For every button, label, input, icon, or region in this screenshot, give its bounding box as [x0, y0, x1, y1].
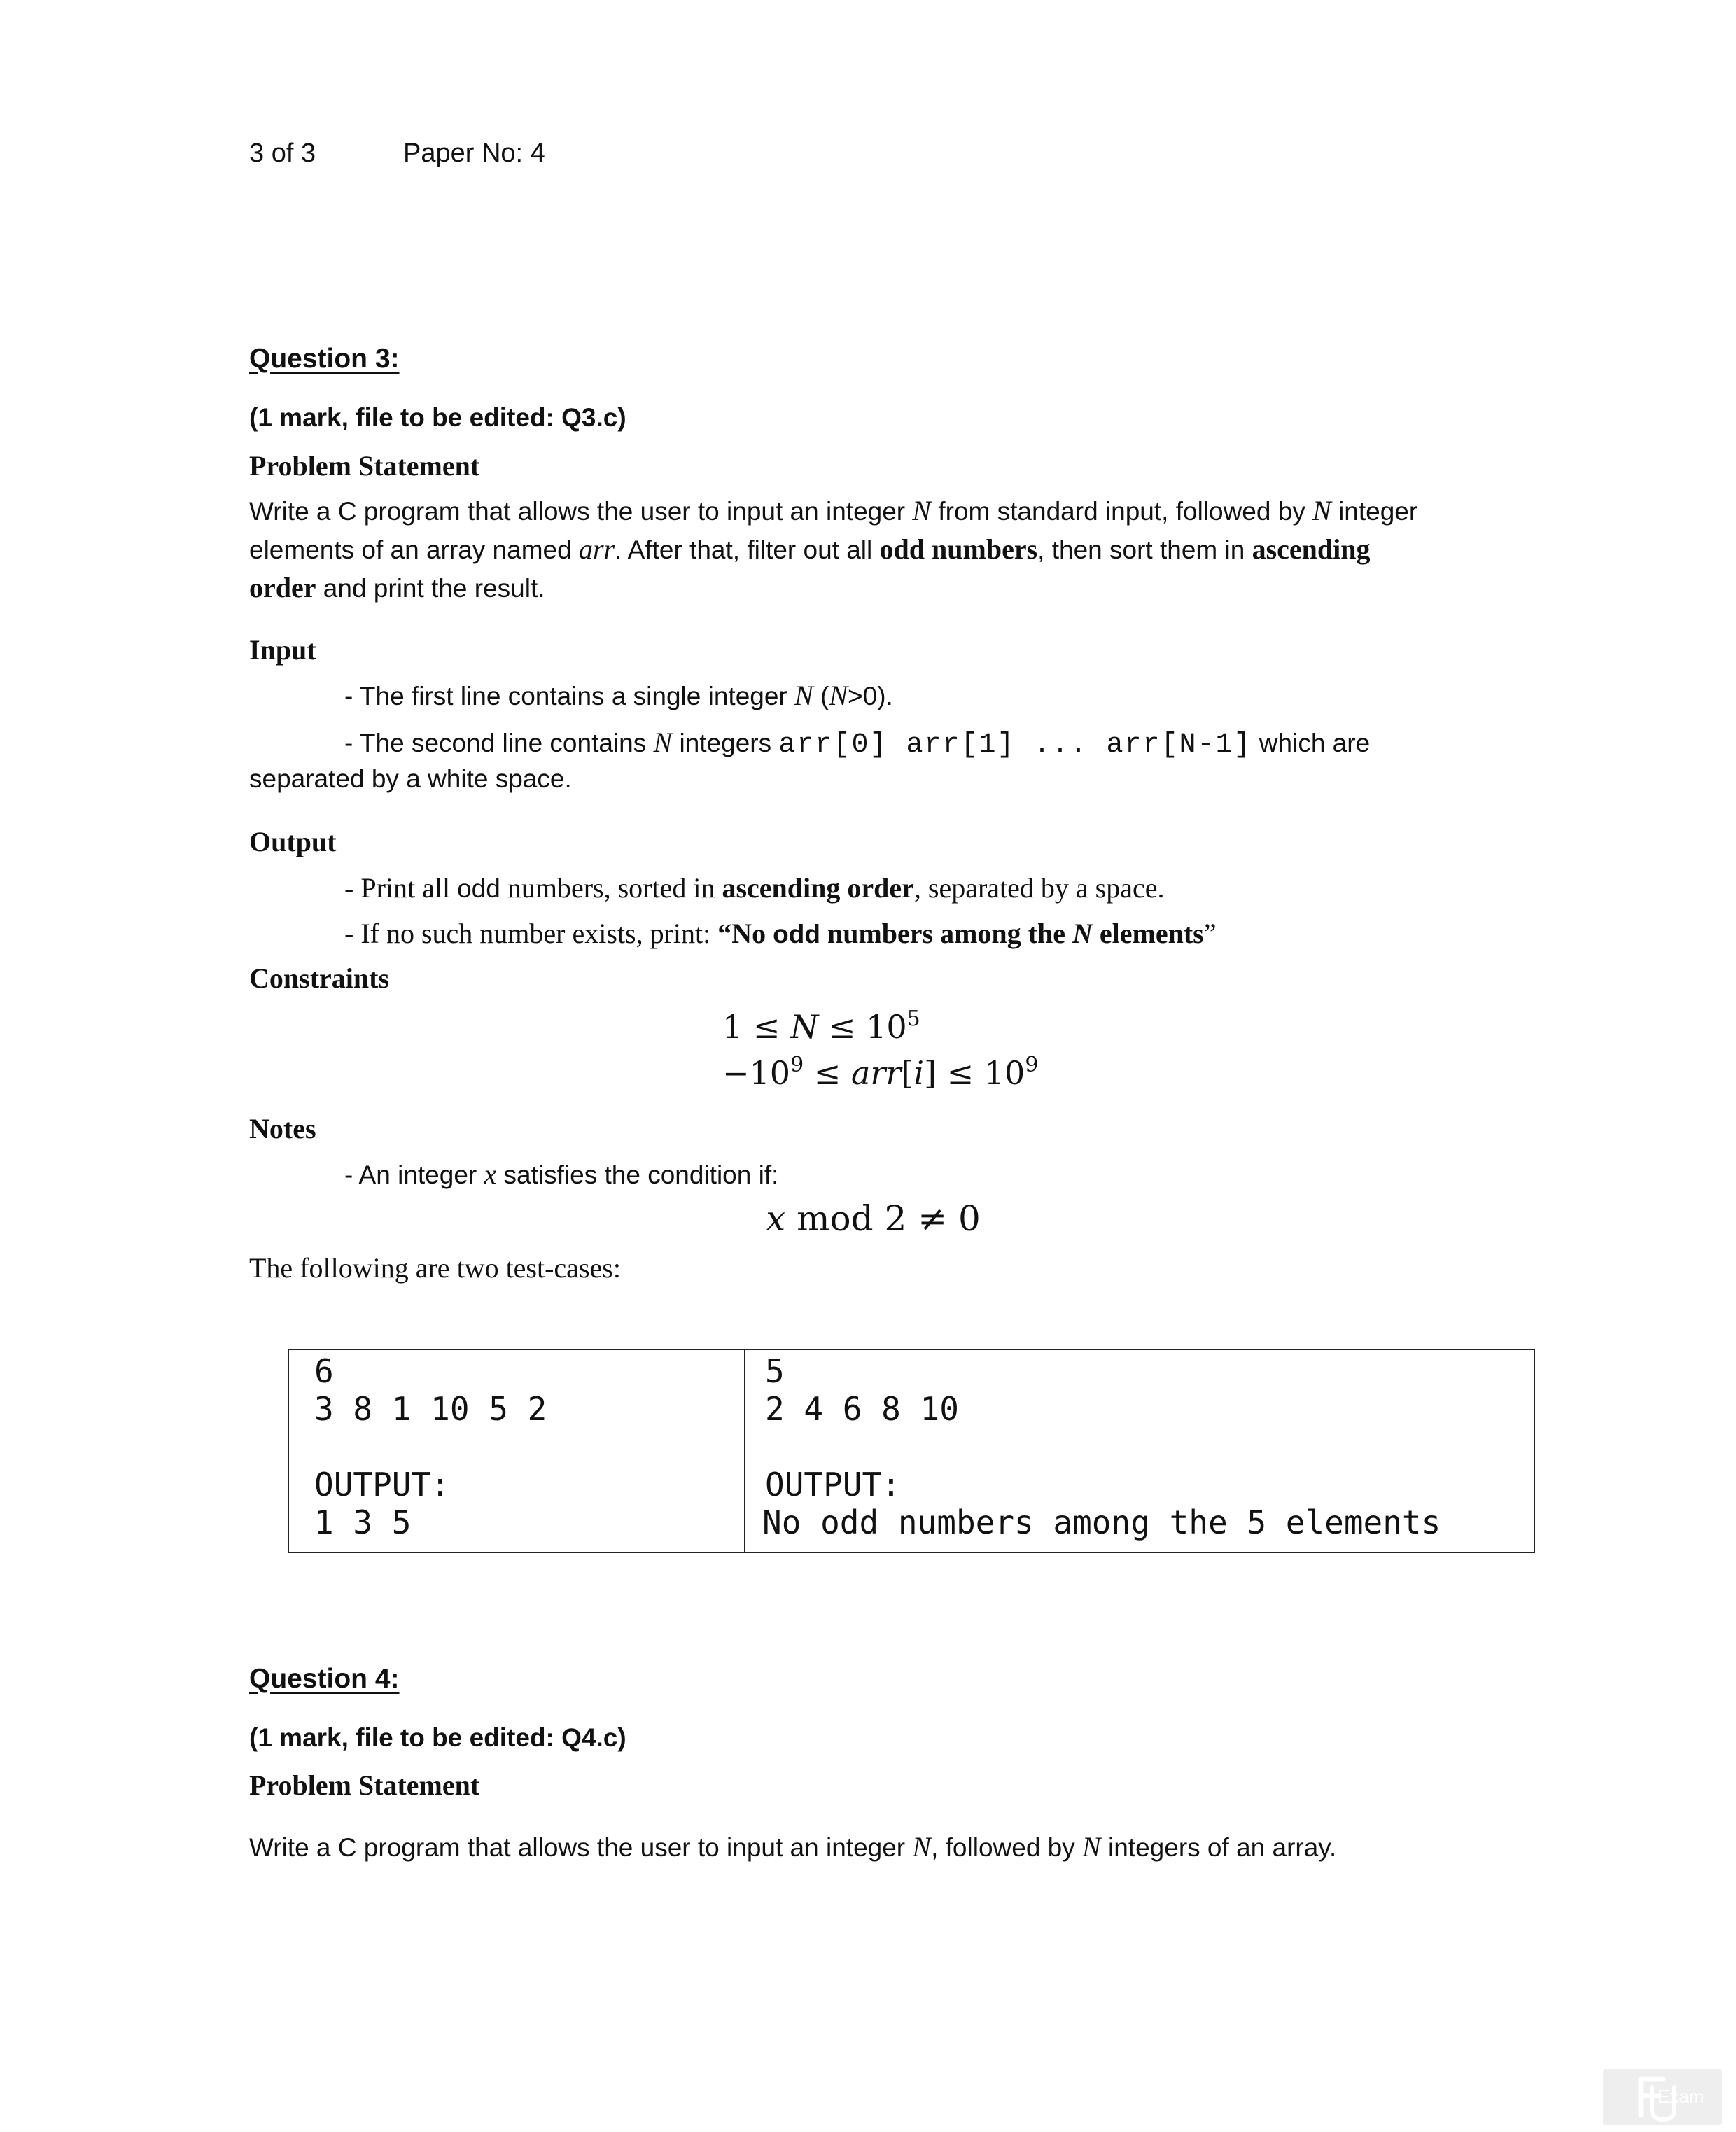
q3-input-line-1: - The first line contains a single integer N (N>0). — [344, 680, 893, 711]
testcase-2-input-n: 5 — [765, 1352, 785, 1390]
q3-input-line-3: separated by a white space. — [249, 764, 572, 793]
q3-input-heading: Input — [249, 634, 316, 666]
testcase-2 — [746, 1350, 1534, 1552]
question-3-problem-heading: Problem Statement — [249, 450, 480, 482]
q3-notes-heading: Notes — [249, 1113, 316, 1144]
odd-condition-formula: x mod 2 ≠ 0 — [766, 1198, 981, 1239]
question-4-mark-line: (1 mark, file to be edited: Q4.c) — [249, 1723, 626, 1752]
q3-notes-line-1: - An integer x satisfies the condition if: — [344, 1158, 779, 1190]
q3-statement-line-1: Write a C program that allows the user to input an integer N from standard input, followed by N integer — [249, 495, 1418, 526]
constraint-n-range: $1 \le N \le 10^5$ — [722, 1007, 920, 1046]
q3-input-line-2: - The second line contains N integers arr[0] arr[1] ... arr[N-1] which are — [344, 727, 1371, 761]
q3-statement-line-2: elements of an array named arr. After that, filter out all odd numbers, then sort them in ascending — [249, 533, 1371, 565]
testcase-intro: The following are two test-cases: — [249, 1252, 621, 1284]
testcase-1-input-n: 6 — [314, 1352, 334, 1390]
q3-statement-line-3: order and print the result. — [249, 572, 545, 603]
testcase-1 — [289, 1350, 744, 1552]
testcase-table — [288, 1349, 1535, 1553]
testcase-2-output-label: OUTPUT: — [765, 1466, 901, 1503]
q4-statement-line-1: Write a C program that allows the user to input an integer N, followed by N integers of an array. — [249, 1831, 1337, 1863]
question-3-mark-line: (1 mark, file to be edited: Q3.c) — [249, 403, 626, 432]
q3-constraints-heading: Constraints — [249, 962, 390, 994]
question-4-problem-heading: Problem Statement — [249, 1769, 480, 1801]
q3-output-line-1: - Print all odd numbers, sorted in ascending order, separated by a space. — [344, 872, 1165, 904]
array-elements-code: arr[0] arr[1] ... arr[N-1] — [778, 729, 1252, 761]
page-number: 3 of 3 — [249, 139, 316, 168]
paper-number: Paper No: 4 — [403, 139, 545, 168]
watermark-text: Exam — [1658, 2086, 1704, 2107]
question-3-title: Question 3: — [249, 344, 400, 374]
q3-output-heading: Output — [249, 826, 337, 857]
question-4-title: Question 4: — [249, 1664, 400, 1694]
testcase-2-input-array: 2 4 6 8 10 — [765, 1390, 959, 1428]
constraint-arr-range: $-10^9 \le arr[i] \le 10^9$ — [722, 1053, 1039, 1092]
q3-output-line-2: - If no such number exists, print: “No odd numbers among the N elements” — [344, 918, 1217, 949]
testcase-2-output-value: No odd numbers among the 5 elements — [762, 1503, 1441, 1541]
testcase-1-output-value: 1 3 5 — [314, 1503, 412, 1541]
testcase-1-output-label: OUTPUT: — [314, 1466, 450, 1503]
watermark-logo — [1603, 2069, 1722, 2125]
testcase-1-input-array: 3 8 1 10 5 2 — [314, 1390, 547, 1428]
